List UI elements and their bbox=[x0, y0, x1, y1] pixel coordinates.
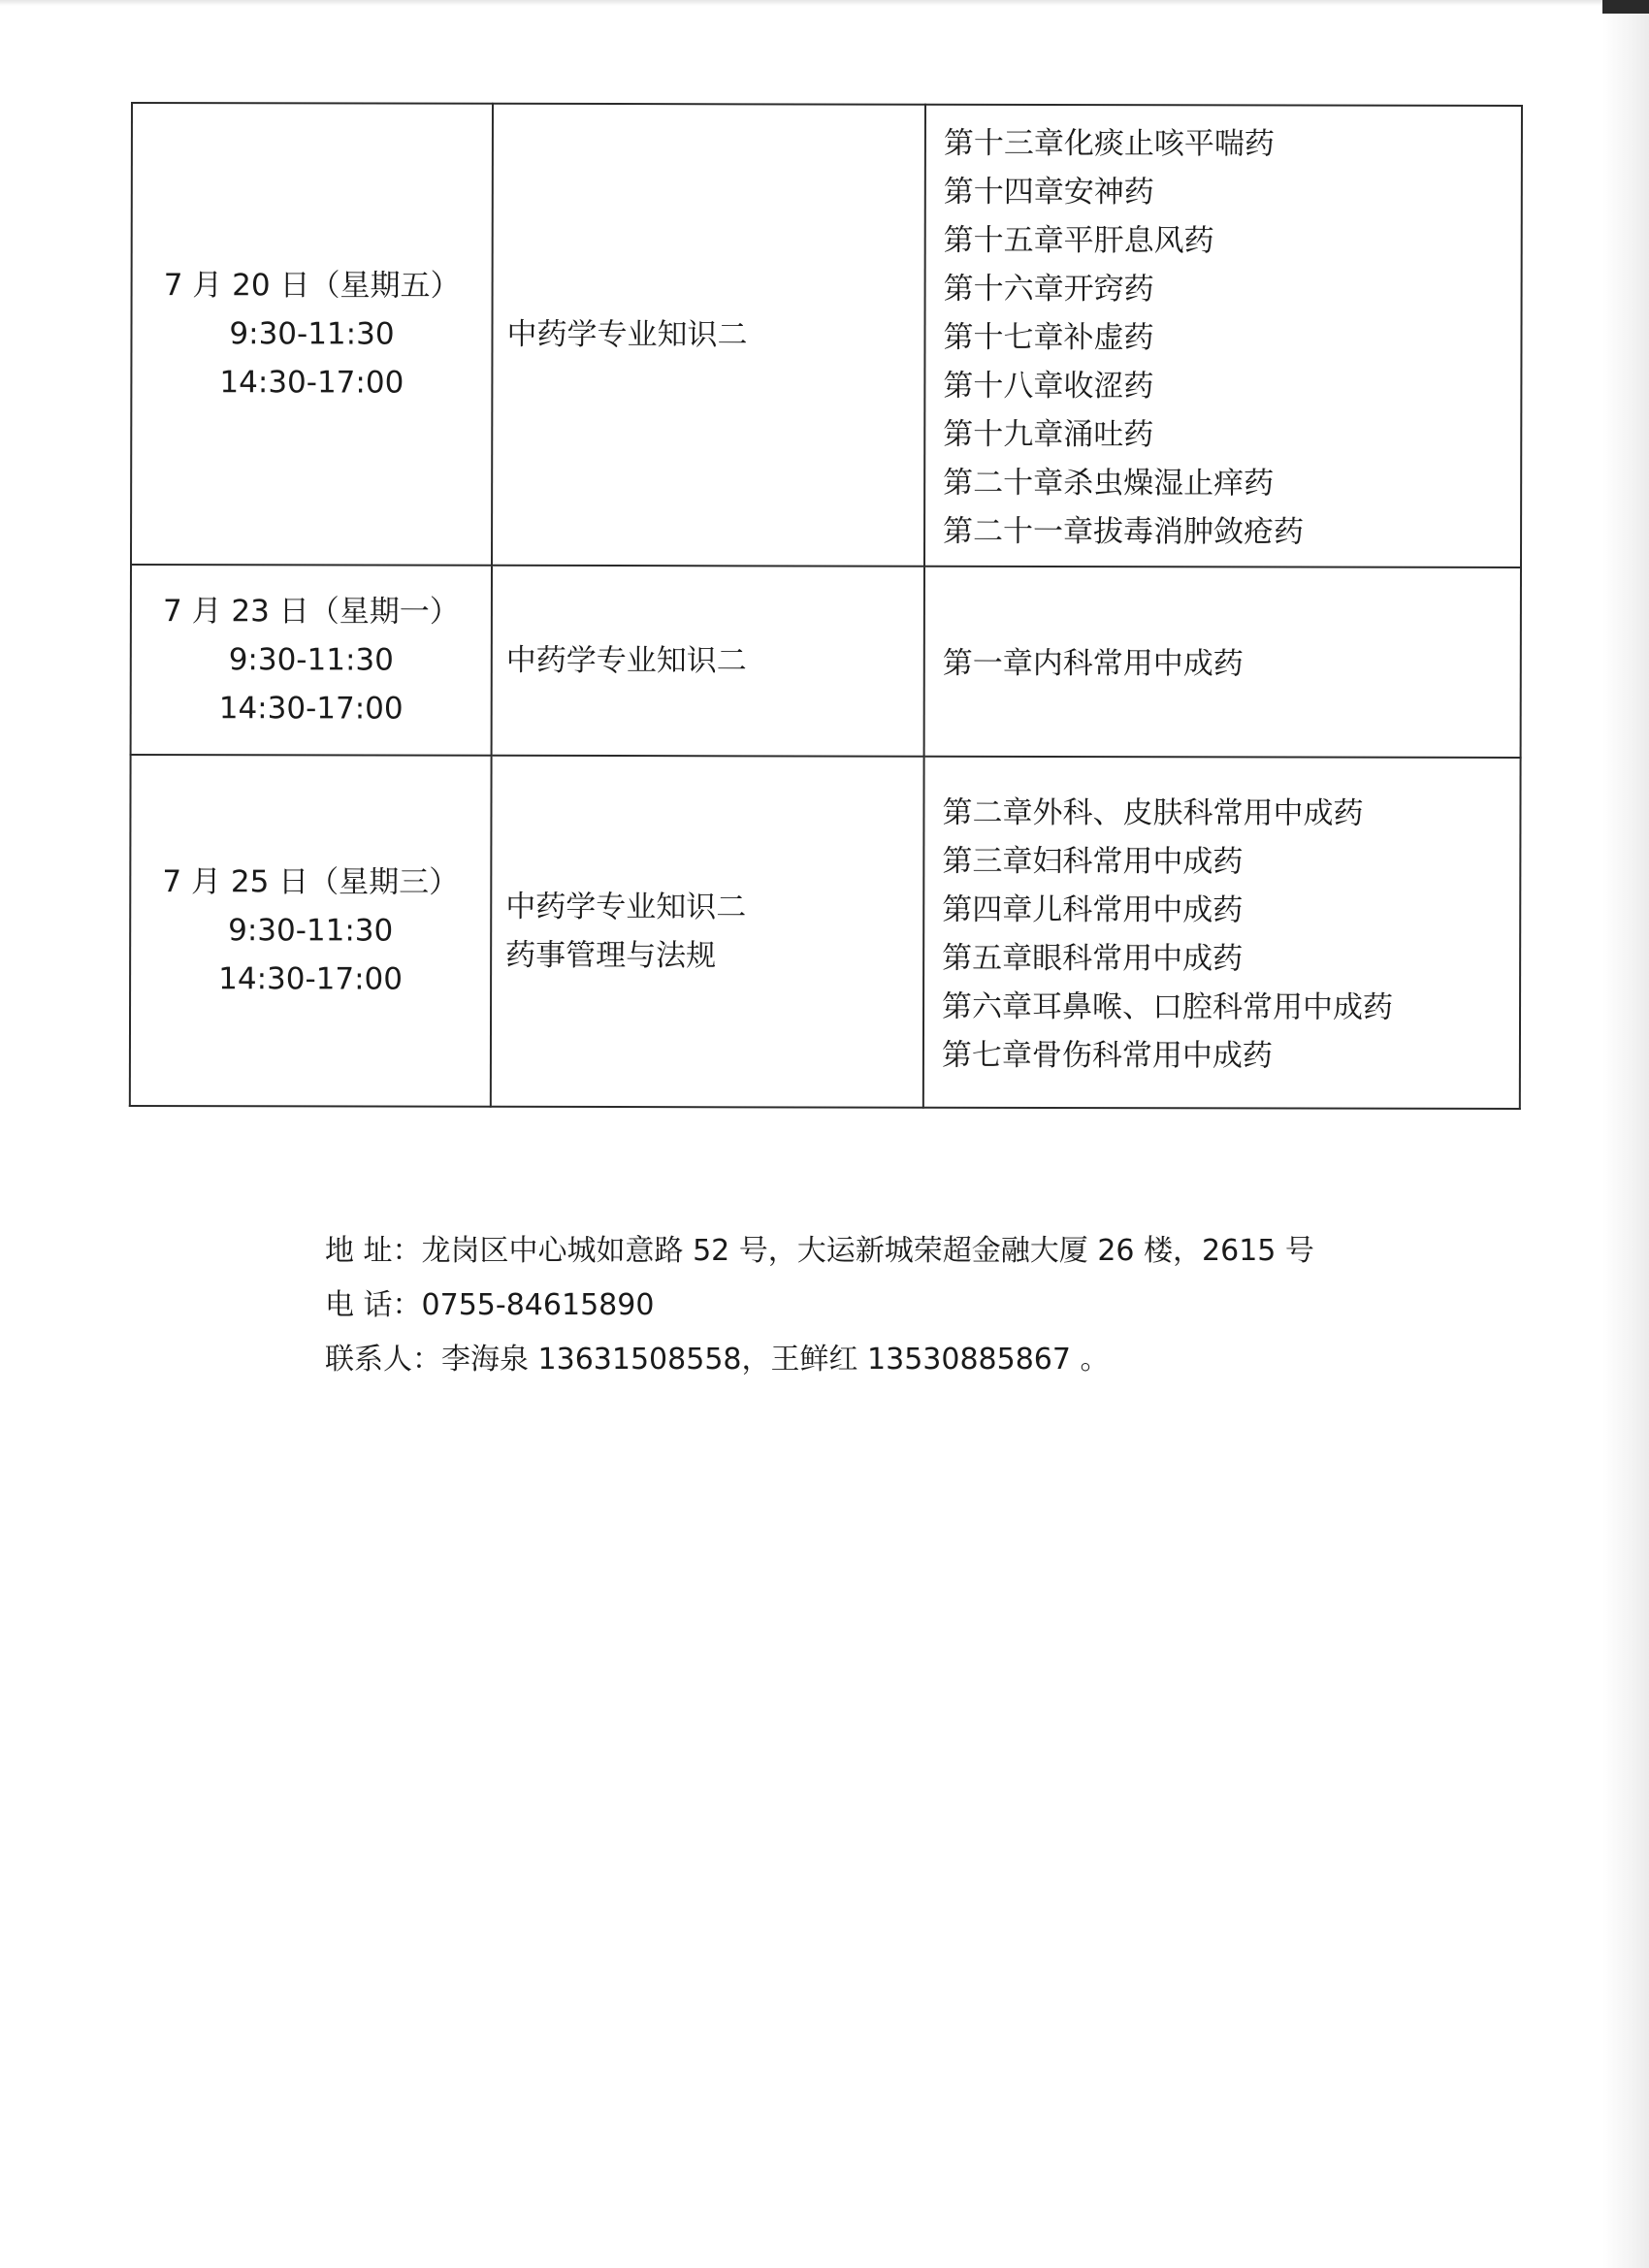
date-cell bbox=[131, 103, 493, 566]
list-item: 第二十章杀虫燥湿止痒药 bbox=[943, 465, 1275, 502]
scan-shadow-top bbox=[0, 0, 1649, 6]
list-item: 第二十一章拔毒消肿敛疮药 bbox=[943, 513, 1305, 550]
list-item: 第六章耳鼻喉、口腔科常用中成药 bbox=[942, 988, 1394, 1025]
list-item: 第三章妇科常用中成药 bbox=[942, 843, 1244, 880]
list-item: 第十六章开窍药 bbox=[943, 271, 1154, 308]
list-item: 第二章外科、皮肤科常用中成药 bbox=[942, 794, 1364, 831]
contact-info bbox=[325, 1224, 1314, 1387]
subject-cell bbox=[491, 756, 924, 1108]
afternoon-time: 14:30-17:00 bbox=[219, 365, 404, 401]
list-item: 第一章内科常用中成药 bbox=[942, 645, 1244, 682]
phone-value: 0755-84615890 bbox=[421, 1288, 655, 1322]
afternoon-time: 14:30-17:00 bbox=[218, 961, 404, 997]
subject-text: 中药学专业知识二 bbox=[506, 316, 748, 353]
contact-person-value: 李海泉 13631508558，王鲜红 13530885867 。 bbox=[441, 1343, 1110, 1377]
phone-label: 电 话： bbox=[325, 1288, 422, 1322]
afternoon-time: 14:30-17:00 bbox=[218, 691, 404, 727]
subject-text: 药事管理与法规 bbox=[505, 937, 717, 974]
morning-time: 9:30-11:30 bbox=[228, 642, 394, 678]
chapter-list bbox=[943, 626, 1520, 698]
morning-time: 9:30-11:30 bbox=[228, 913, 394, 949]
list-item: 第十九章涌吐药 bbox=[943, 416, 1154, 453]
table-row bbox=[130, 755, 1521, 1109]
chapters-cell bbox=[923, 757, 1521, 1109]
subject-cell bbox=[492, 104, 925, 567]
contact-person-line bbox=[325, 1333, 1314, 1387]
address-line bbox=[325, 1224, 1314, 1279]
course-schedule-table bbox=[129, 102, 1523, 1110]
chapter-list bbox=[943, 106, 1521, 567]
list-item: 第十五章平肝息风药 bbox=[943, 222, 1214, 259]
list-item: 第十三章化痰止咳平喘药 bbox=[943, 125, 1275, 162]
subject-text: 中药学专业知识二 bbox=[505, 642, 747, 679]
subject-cell bbox=[492, 566, 924, 757]
list-item: 第十八章收涩药 bbox=[943, 368, 1154, 405]
scan-corner-mark bbox=[1602, 0, 1649, 14]
scan-shadow-right bbox=[1602, 0, 1649, 2268]
date-text: 7 月 25 日（星期三） bbox=[162, 864, 460, 900]
list-item: 第十七章补虚药 bbox=[943, 319, 1154, 356]
list-item: 第五章眼科常用中成药 bbox=[942, 940, 1244, 977]
chapters-cell bbox=[924, 567, 1521, 758]
subject-text: 中药学专业知识二 bbox=[505, 889, 747, 925]
address-value: 龙岗区中心城如意路 52 号，大运新城荣超金融大厦 26 楼，2615 号 bbox=[421, 1234, 1314, 1268]
contact-person-label: 联系人： bbox=[325, 1343, 441, 1377]
list-item: 第七章骨伤科常用中成药 bbox=[941, 1037, 1273, 1074]
date-text: 7 月 23 日（星期一） bbox=[162, 594, 460, 630]
table-row bbox=[131, 565, 1521, 758]
date-cell bbox=[131, 565, 492, 756]
list-item: 第四章儿科常用中成药 bbox=[942, 891, 1244, 928]
date-cell bbox=[130, 755, 492, 1107]
table-row bbox=[131, 103, 1522, 567]
phone-line bbox=[325, 1279, 1314, 1333]
chapters-cell bbox=[924, 105, 1522, 567]
list-item: 第十四章安神药 bbox=[943, 174, 1154, 211]
date-text: 7 月 20 日（星期五） bbox=[163, 268, 461, 304]
address-label: 地 址： bbox=[325, 1234, 422, 1268]
morning-time: 9:30-11:30 bbox=[229, 316, 395, 352]
chapter-list bbox=[942, 775, 1520, 1090]
